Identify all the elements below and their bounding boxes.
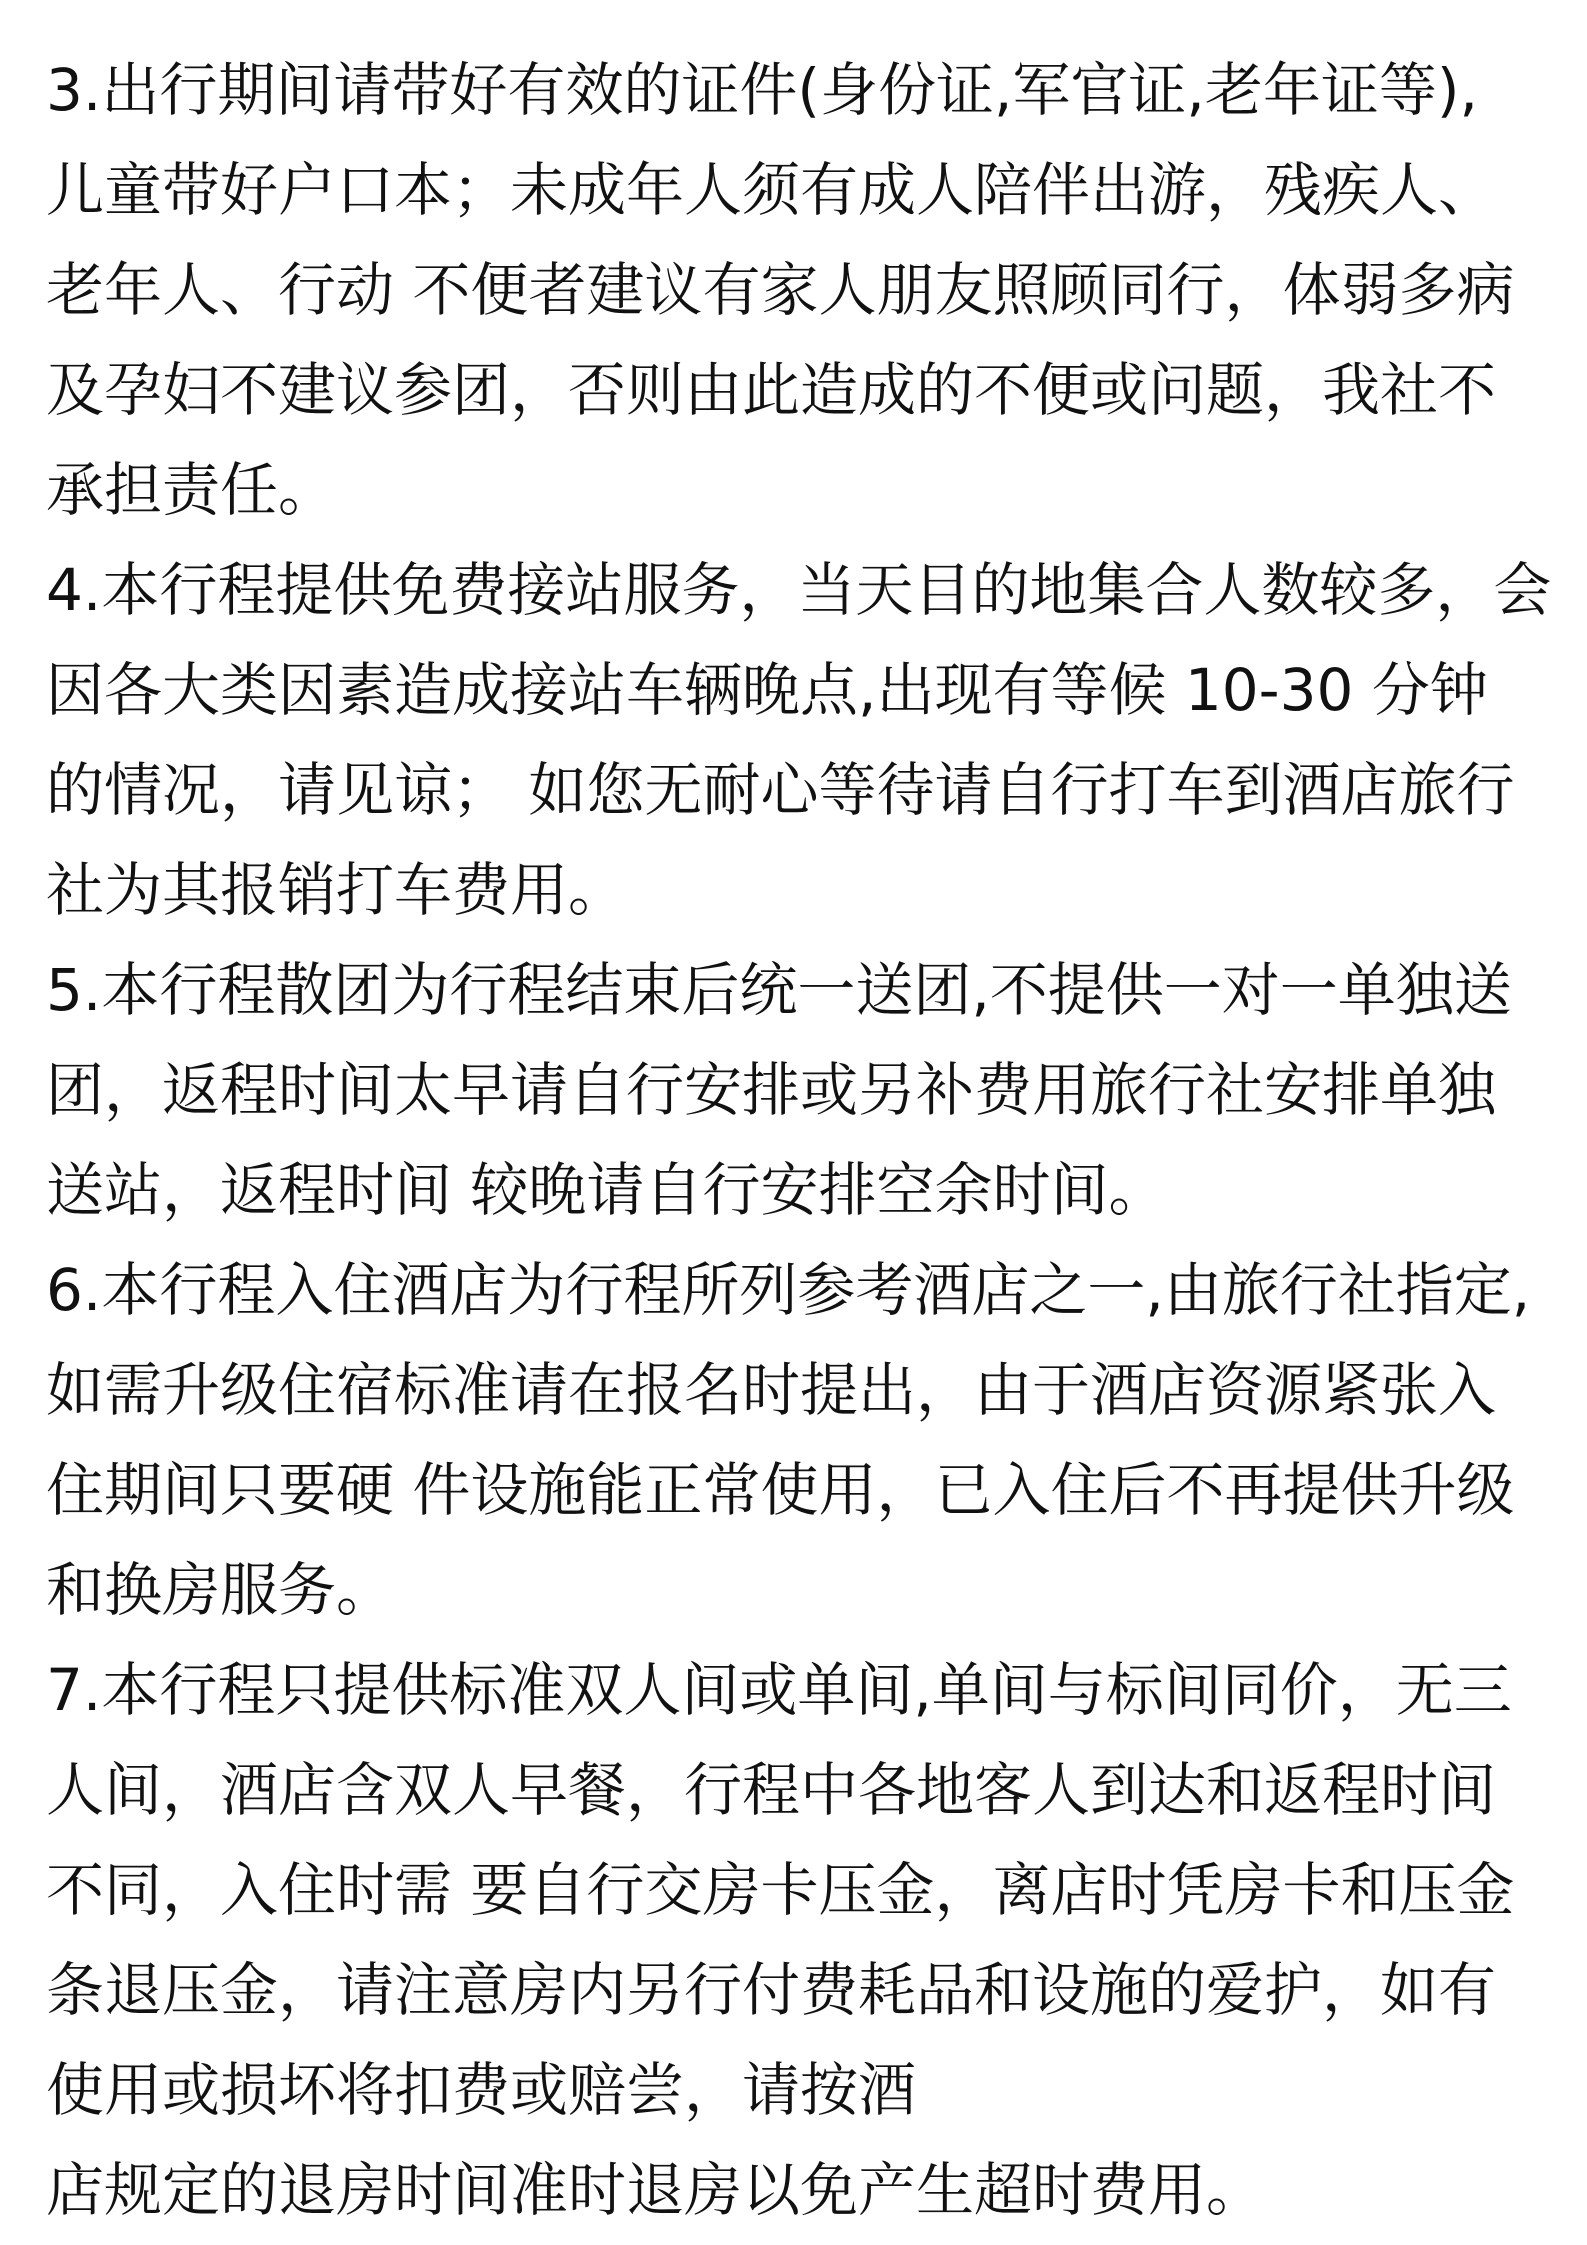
text-line: 条退压金，请注意房内另行付费耗品和设施的爱护，如有 — [46, 1956, 1497, 2024]
text-line: 及孕妇不建议参团，否则由此造成的不便或问题，我社不 — [46, 356, 1497, 424]
text-line: 的情况，请见谅； 如您无耐心等待请自行打车到酒店旅行 — [46, 756, 1515, 824]
text-line: 人间，酒店含双人早餐，行程中各地客人到达和返程时间 — [46, 1756, 1497, 1824]
text-line: 3.出行期间请带好有效的证件(身份证,军官证,老年证等), — [46, 56, 1478, 124]
text-line: 儿童带好户口本；未成年人须有成人陪伴出游，残疾人、 — [46, 156, 1497, 224]
text-line: 7.本行程只提供标准双人间或单间,单间与标间同价，无三 — [46, 1656, 1512, 1724]
text-line: 6.本行程入住酒店为行程所列参考酒店之一,由旅行社指定, — [46, 1256, 1531, 1324]
text-line: 4.本行程提供免费接站服务，当天目的地集合人数较多，会 — [46, 556, 1552, 624]
text-line: 使用或损坏将扣费或赔尝，请按酒 — [46, 2056, 917, 2124]
text-line: 和换房服务。 — [46, 1556, 395, 1624]
document-page — [46, 40, 1566, 2240]
text-line: 住期间只要硬 件设施能正常使用，已入住后不再提供升级 — [46, 1456, 1515, 1524]
text-line: 店规定的退房时间准时退房以免产生超时费用。 — [46, 2156, 1265, 2224]
text-line: 如需升级住宿标准请在报名时提出，由于酒店资源紧张入 — [46, 1356, 1497, 1424]
text-line: 老年人、行动 不便者建议有家人朋友照顾同行，体弱多病 — [46, 256, 1515, 324]
text-line: 送站，返程时间 较晚请自行安排空余时间。 — [46, 1156, 1167, 1224]
text-line: 承担责任。 — [46, 456, 337, 524]
text-line: 5.本行程散团为行程结束后统一送团,不提供一对一单独送 — [46, 956, 1512, 1024]
text-line: 团，返程时间太早请自行安排或另补费用旅行社安排单独 — [46, 1056, 1497, 1124]
text-line: 社为其报销打车费用。 — [46, 856, 627, 924]
text-line: 因各大类因素造成接站车辆晚点,出现有等候 10-30 分钟 — [46, 656, 1488, 724]
text-line: 不同，入住时需 要自行交房卡压金，离店时凭房卡和压金 — [46, 1856, 1515, 1924]
